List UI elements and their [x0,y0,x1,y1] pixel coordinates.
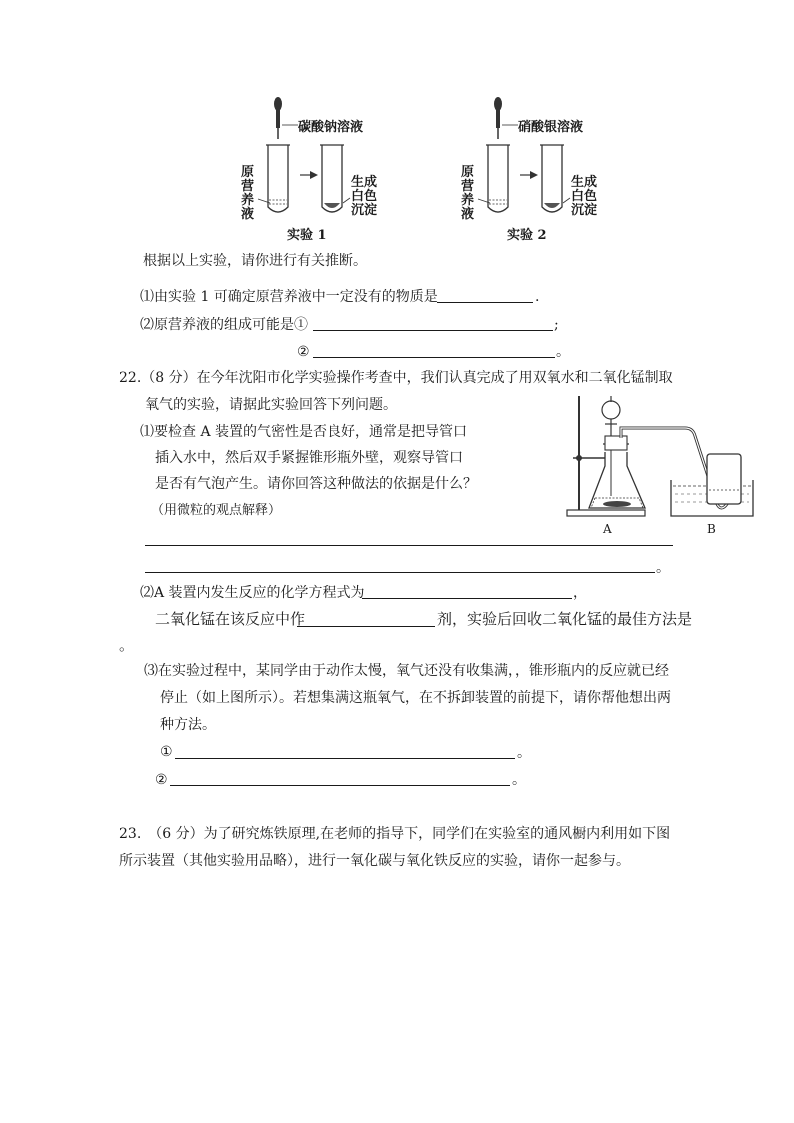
solution-label-2: 原 营 养 液 [461,165,475,222]
q23-line1: 23. （6 分）为了研究炼铁原理,在老师的指导下，同学们在实验室的通风橱内利用如下图 [119,826,671,842]
q23-line2: 所示装置（其他实验用品略），进行一氧化碳与氧化铁反应的实验，请你一起参与。 [119,853,630,869]
q21-intro: 根据以上实验，请你进行有关推断。 [143,253,367,269]
q22-sub1: ⑴要检查 A 装置的气密性是否良好，通常是把导管口 [140,424,468,440]
precipitate-label-2: 生成 白色 沉淀 [571,175,598,218]
answer-blank[interactable] [145,545,673,546]
q21-part1: ⑴由实验 1 可确定原营养液中一定没有的物质是 [140,289,438,305]
answer-blank[interactable] [437,302,533,303]
answer-blank[interactable] [297,626,435,627]
oxygen-apparatus-diagram [565,392,755,532]
caption-experiment-2: 实验 2 [507,228,547,243]
answer-blank[interactable] [145,572,655,573]
q22-sub3: ⑶在实验过程中，某同学由于动作太慢，氧气还没有收集满，，锥形瓶内的反应就已经 [144,663,669,679]
answer-blank[interactable] [362,598,572,599]
caption-experiment-1: 实验 1 [287,228,327,243]
q21-part2: ⑵原营养液的组成可能是① [140,317,308,333]
q22-heading: 22.（8 分）在今年沈阳市化学实验操作考查中，我们认真完成了用双氧水和二氧化锰制取 [119,370,673,386]
reagent-label-1: 碳酸钠溶液 [298,120,364,135]
reagent-label-2: 硝酸银溶液 [518,120,584,135]
q22-sub2: ⑵A 装置内发生反应的化学方程式为 [140,585,365,601]
solution-label-1: 原 营 养 液 [241,165,255,222]
apparatus-label-a: A [603,522,612,536]
apparatus-label-b: B [707,522,716,536]
answer-blank[interactable] [313,330,553,331]
answer-blank[interactable] [170,785,510,786]
precipitate-label-1: 生成 白色 沉淀 [351,175,378,218]
answer-blank[interactable] [175,758,515,759]
answer-blank[interactable] [313,357,555,358]
